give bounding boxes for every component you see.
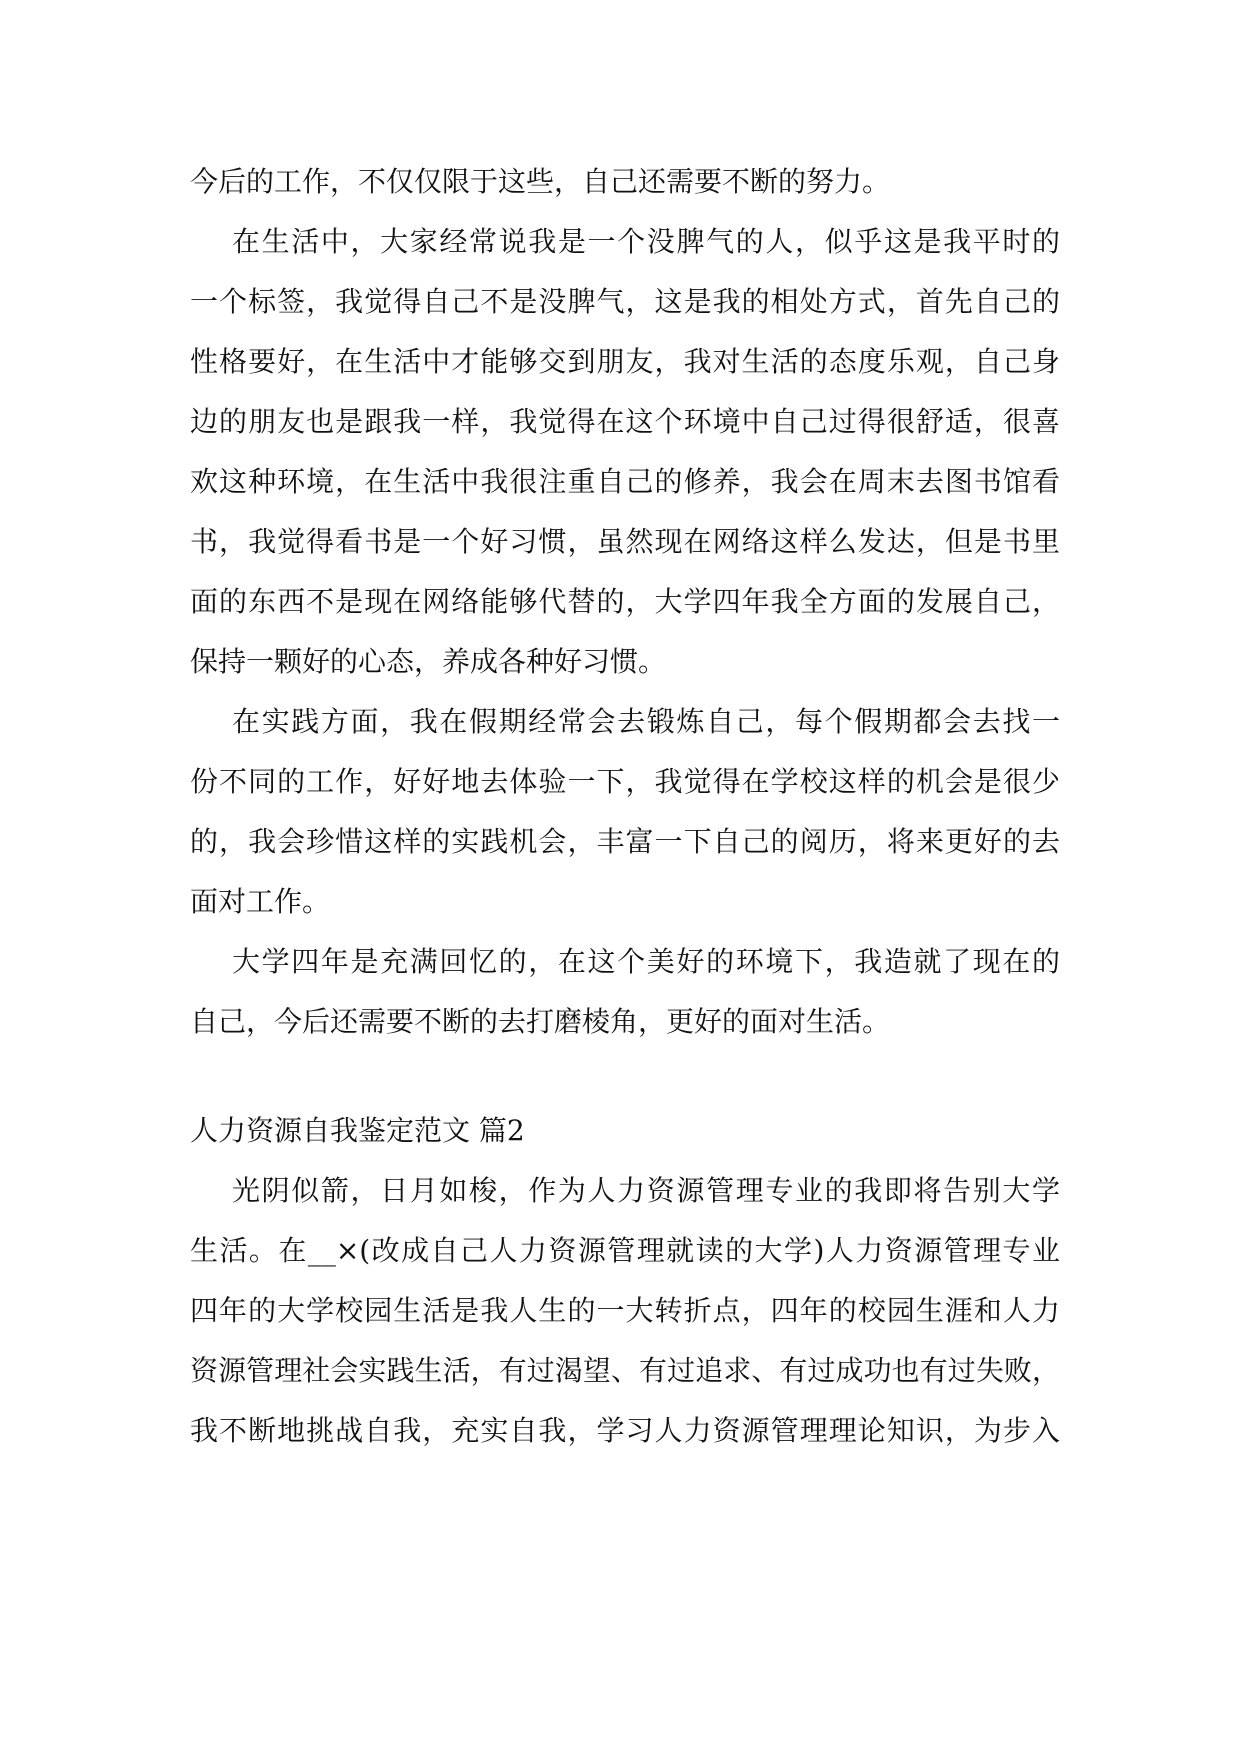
paragraph-2-line-4: 边的朋友也是跟我一样，我觉得在这个环境中自己过得很舒适，很喜 bbox=[190, 405, 1060, 438]
paragraph-2-line-7: 面的东西不是现在网络能够代替的，大学四年我全方面的发展自己， bbox=[190, 585, 1060, 618]
section-heading: 人力资源自我鉴定范文 篇2 bbox=[190, 1114, 525, 1147]
paragraph-5-line-5: 我不断地挑战自我，充实自我，学习人力资源管理理论知识，为步入 bbox=[190, 1414, 1060, 1447]
paragraph-4-line-1: 大学四年是充满回忆的，在这个美好的环境下，我造就了现在的 bbox=[232, 945, 1060, 978]
paragraph-2-line-1: 在生活中，大家经常说我是一个没脾气的人，似乎这是我平时的 bbox=[232, 225, 1060, 258]
paragraph-4-line-2: 自己，今后还需要不断的去打磨棱角，更好的面对生活。 bbox=[190, 1005, 891, 1038]
paragraph-5-line-2: 生活。在__×(改成自己人力资源管理就读的大学)人力资源管理专业 bbox=[190, 1234, 1060, 1267]
paragraph-5-line-3: 四年的大学校园生活是我人生的一大转折点，四年的校园生涯和人力 bbox=[190, 1294, 1060, 1327]
paragraph-2-line-8: 保持一颗好的心态，养成各种好习惯。 bbox=[190, 645, 667, 678]
paragraph-2-line-3: 性格要好，在生活中才能够交到朋友，我对生活的态度乐观，自己身 bbox=[190, 345, 1060, 378]
paragraph-3-line-1: 在实践方面，我在假期经常会去锻炼自己，每个假期都会去找一 bbox=[232, 705, 1060, 738]
paragraph-3-line-4: 面对工作。 bbox=[190, 885, 331, 918]
paragraph-5-line-1: 光阴似箭，日月如梭，作为人力资源管理专业的我即将告别大学 bbox=[232, 1174, 1060, 1207]
paragraph-3-line-2: 份不同的工作，好好地去体验一下，我觉得在学校这样的机会是很少 bbox=[190, 765, 1060, 798]
paragraph-2-line-6: 书，我觉得看书是一个好习惯，虽然现在网络这样么发达，但是书里 bbox=[190, 525, 1060, 558]
paragraph-2-line-5: 欢这种环境，在生活中我很注重自己的修养，我会在周末去图书馆看 bbox=[190, 465, 1060, 498]
paragraph-2-line-2: 一个标签，我觉得自己不是没脾气，这是我的相处方式，首先自己的 bbox=[190, 285, 1060, 318]
paragraph-3-line-3: 的，我会珍惜这样的实践机会，丰富一下自己的阅历，将来更好的去 bbox=[190, 825, 1060, 858]
paragraph-1-line-1: 今后的工作，不仅仅限于这些，自己还需要不断的努力。 bbox=[190, 165, 891, 198]
paragraph-5-line-4: 资源管理社会实践生活，有过渴望、有过追求、有过成功也有过失败， bbox=[190, 1354, 1060, 1387]
